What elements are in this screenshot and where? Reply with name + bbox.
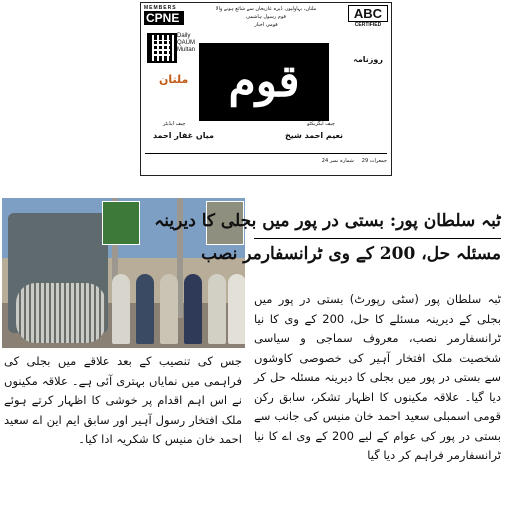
- editor-name: میاں غفار احمد: [153, 131, 214, 140]
- article-headline-line-2: مسئلہ حل، 200 کے وی ٹرانسفارمر نصب: [201, 244, 501, 264]
- brand-daily: Daily: [177, 33, 191, 39]
- date-line: جمعرات 29: [361, 158, 387, 164]
- issue-number: شمارہ نمبر 24: [321, 158, 354, 164]
- tagline-1: ملتان، بہاولپور، ڈیرہ غازیخان سے شائع ہونے والا: [215, 6, 317, 12]
- qr-code-icon: [147, 33, 177, 63]
- inset-portrait-left: [102, 201, 140, 245]
- abc-badge: [348, 5, 388, 28]
- article-body-left-text: جس کی تنصیب کے بعد علاقے میں بجلی کی فراہمی میں نمایاں بہتری آئی ہے۔ علاقہ مکینوں نے اس اہم اقدام پر خوشی کا اظہار کرتے ہوئے ملک افتخار رسول آہیر اور سابق ایم این اے سعید احمد خان منیس کا شکریہ ادا کیا۔: [4, 354, 242, 446]
- tagline-2: قوم رسول ہاشمی: [246, 14, 286, 20]
- article-body-right-text: ٹبہ سلطان پور (سٹی رپورٹ) بستی در پور میں بجلی کے دیرینہ مسئلے کا حل، 200 کے وی کا نیا ٹرانسفارمر نصب، معروف سماجی و سیاسی شخصیت ملک افتخار آہیر کی خصوصی کاوشوں سے بستی در پور میں بجلی کا دیرینہ مسئلہ حل کر دیا گیا۔ علاقہ مکینوں کا اظہار تشکر، سابق رکن قومی اسمبلی سعید احمد خان منیس کی جانب سے بستی در پور کی عوام کے لیے 200 کے وی اے کا نیا ٹرانسفارمر فراہم کر دیا گیا: [254, 292, 502, 462]
- article-body-left-column: [4, 352, 242, 450]
- brand-city: Multan: [177, 47, 196, 53]
- headline-divider: [254, 238, 501, 239]
- logo-subtitle: روزنامہ: [353, 55, 383, 64]
- abc-label: ABC: [348, 5, 388, 22]
- chief-exec-title: چیف ایگزیکٹو: [307, 121, 335, 127]
- chief-exec-name: نعیم احمد شیخ: [284, 131, 343, 140]
- members-label: MEMBERS: [144, 5, 177, 11]
- cpne-label: CPNE: [144, 11, 184, 25]
- brand-block: [177, 33, 195, 54]
- cpne-badge: [144, 5, 184, 25]
- editor-title: چیف ایڈیٹر: [163, 121, 186, 127]
- masthead-footline: [145, 153, 387, 168]
- newspaper-masthead: [140, 2, 392, 176]
- article-headline-line-1: ٹبہ سلطان پور: بستی در پور میں بجلی کا دیرینہ: [154, 211, 501, 231]
- tagline-3: قومی اخبار: [254, 22, 278, 28]
- article-body-right-column: [254, 290, 501, 466]
- qaum-logo: قوم: [199, 43, 329, 121]
- abc-certified-label: CERTIFIED: [354, 22, 382, 28]
- edition-city: ملتان: [159, 73, 189, 86]
- brand-name: QAUM: [177, 40, 195, 46]
